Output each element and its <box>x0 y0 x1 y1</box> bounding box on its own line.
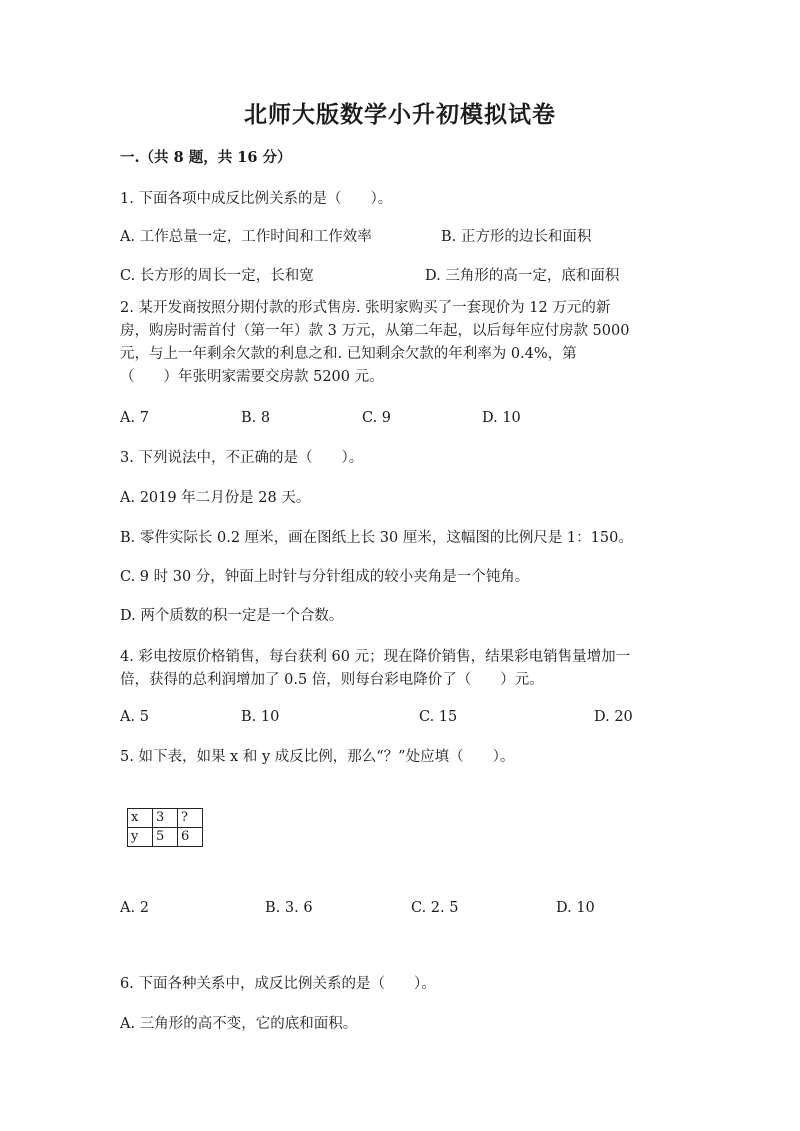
table-cell: x <box>128 809 153 828</box>
table-cell: 6 <box>178 828 203 847</box>
question-4-stem-line-2: 倍，获得的总利润增加了 0.5 倍，则每台彩电降价了（ ）元。 <box>120 672 544 688</box>
question-1-option-d: D. 三角形的高一定，底和面积 <box>425 268 620 284</box>
question-3-stem: 3. 下列说法中，不正确的是（ ）。 <box>120 450 364 466</box>
question-4-option-a: A. 5 <box>120 709 149 725</box>
question-3-option-c: C. 9 时 30 分，钟面上时针与分针组成的较小夹角是一个钝角。 <box>120 569 530 585</box>
question-1-option-a: A. 工作总量一定，工作时间和工作效率 <box>120 229 372 245</box>
question-1-stem: 1. 下面各项中成反比例关系的是（ ）。 <box>120 191 393 207</box>
table-cell: 3 <box>153 809 178 828</box>
question-5-option-d: D. 10 <box>556 900 595 916</box>
question-5-table <box>127 808 203 847</box>
question-3-option-d: D. 两个质数的积一定是一个合数。 <box>120 608 344 624</box>
question-2-stem-line-1: 2. 某开发商按照分期付款的形式售房. 张明家购买了一套现价为 12 万元的新 <box>120 300 611 316</box>
question-1-option-c: C. 长方形的周长一定，长和宽 <box>120 268 314 284</box>
question-5-stem: 5. 如下表，如果 x 和 y 成反比例，那么“？”处应填（ ）。 <box>120 749 515 765</box>
section-heading: 一.（共 8 题，共 16 分） <box>120 149 292 166</box>
question-2-stem-line-3: 元，与上一年剩余欠款的利息之和. 已知剩余欠款的年利率为 0.4%，第 <box>120 346 577 362</box>
question-4-option-c: C. 15 <box>419 709 458 725</box>
question-2-option-d: D. 10 <box>482 410 521 426</box>
question-6-stem: 6. 下面各种关系中，成反比例关系的是（ ）。 <box>120 976 436 992</box>
question-4-stem-line-1: 4. 彩电按原价格销售，每台获利 60 元；现在降价销售，结果彩电销售量增加一 <box>120 649 631 665</box>
question-5-option-b: B. 3. 6 <box>265 900 313 916</box>
page-title: 北师大版数学小升初模拟试卷 <box>244 101 556 128</box>
question-5-option-c: C. 2. 5 <box>411 900 459 916</box>
question-2-stem-line-4: （ ）年张明家需要交房款 5200 元。 <box>120 369 384 385</box>
table-cell: y <box>128 828 153 847</box>
table-row <box>128 809 203 828</box>
question-2-option-a: A. 7 <box>120 410 149 426</box>
question-5-option-a: A. 2 <box>120 900 149 916</box>
question-6-option-a: A. 三角形的高不变，它的底和面积。 <box>120 1016 358 1032</box>
question-2-stem-line-2: 房，购房时需首付（第一年）款 3 万元，从第二年起，以后每年应付房款 5000 <box>120 323 630 339</box>
table-cell: ? <box>178 809 203 828</box>
question-2-option-b: B. 8 <box>241 410 271 426</box>
question-2-option-c: C. 9 <box>362 410 392 426</box>
table-cell: 5 <box>153 828 178 847</box>
question-4-option-b: B. 10 <box>241 709 280 725</box>
question-4-option-d: D. 20 <box>594 709 633 725</box>
question-1-option-b: B. 正方形的边长和面积 <box>441 229 592 245</box>
table-row <box>128 828 203 847</box>
question-3-option-b: B. 零件实际长 0.2 厘米，画在图纸上长 30 厘米，这幅图的比例尺是 1：150。 <box>120 530 633 546</box>
question-3-option-a: A. 2019 年二月份是 28 天。 <box>120 490 311 506</box>
